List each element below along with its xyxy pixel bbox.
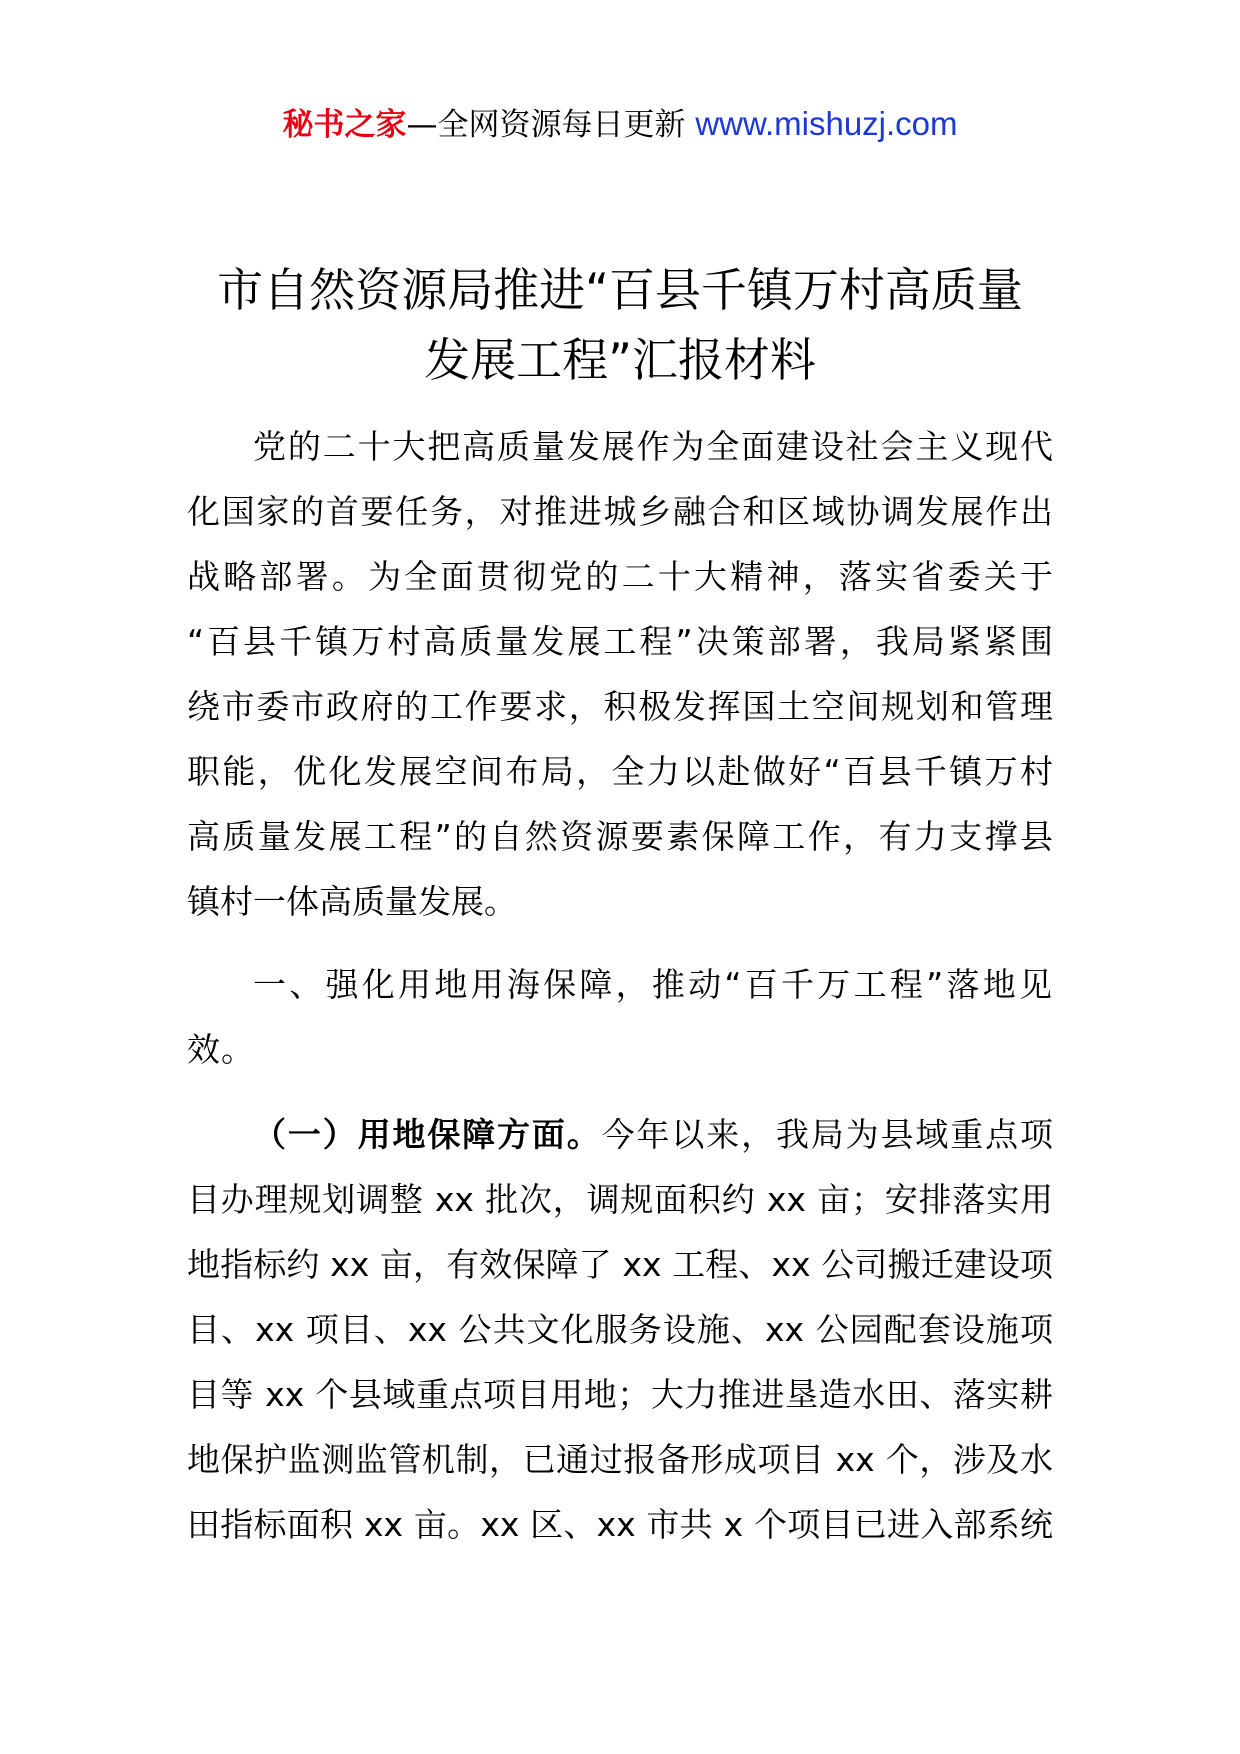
brand-name: 秘书之家 bbox=[282, 107, 407, 143]
document-title bbox=[140, 255, 1100, 395]
paragraph-line: 化国家的首要任务，对推进城乡融合和区域协调发展作出 bbox=[187, 492, 1053, 531]
paragraph-line: 党的二十大把高质量发展作为全面建设社会主义现代 bbox=[253, 427, 1053, 466]
paragraph-line: 地指标约 xx 亩，有效保障了 xx 工程、xx 公司搬迁建设项 bbox=[187, 1245, 1053, 1284]
paragraph-line: 目等 xx 个县域重点项目用地；大力推进垦造水田、落实耕 bbox=[187, 1375, 1053, 1414]
header-url-link[interactable]: www.mishuzj.com bbox=[695, 105, 958, 142]
paragraph-line: 目、xx 项目、xx 公共文化服务设施、xx 公园配套设施项 bbox=[187, 1310, 1053, 1349]
paragraph-line: 高质量发展工程”的自然资源要素保障工作，有力支撑县 bbox=[187, 817, 1053, 856]
paragraph-line: “百县千镇万村高质量发展工程”决策部署，我局紧紧围 bbox=[187, 622, 1053, 661]
intro-paragraph bbox=[187, 414, 1053, 934]
paragraph-line: 地保护监测监管机制，已通过报备形成项目 xx 个，涉及水 bbox=[187, 1440, 1053, 1479]
paragraph-line bbox=[187, 1102, 1053, 1167]
paragraph-line: 战略部署。为全面贯彻党的二十大精神，落实省委关于 bbox=[187, 557, 1053, 596]
subsection-heading: （一）用地保障方面。 bbox=[253, 1115, 602, 1154]
paragraph-line: 绕市委市政府的工作要求，积极发挥国土空间规划和管理 bbox=[187, 687, 1053, 726]
heading-line: 一、强化用地用海保障，推动“百千万工程”落地见 bbox=[253, 965, 1053, 1004]
heading-line: 效。 bbox=[187, 1030, 255, 1069]
section-one-heading bbox=[187, 952, 1053, 1082]
title-line-2: 发展工程”汇报材料 bbox=[424, 333, 816, 387]
paragraph-text: 今年以来，我局为县域重点项 bbox=[601, 1115, 1054, 1154]
site-header bbox=[0, 100, 1240, 149]
header-tagline: —全网资源每日更新 bbox=[406, 107, 686, 143]
title-line-1: 市自然资源局推进“百县千镇万村高质量 bbox=[217, 263, 1023, 317]
paragraph-line: 镇村一体高质量发展。 bbox=[187, 882, 517, 921]
paragraph-line: 目办理规划调整 xx 批次，调规面积约 xx 亩；安排落实用 bbox=[187, 1180, 1053, 1219]
subsection-one-paragraph bbox=[187, 1102, 1053, 1557]
paragraph-line: 职能，优化发展空间布局，全力以赴做好“百县千镇万村 bbox=[187, 752, 1053, 791]
paragraph-line: 田指标面积 xx 亩。xx 区、xx 市共 x 个项目已进入部系统 bbox=[187, 1505, 1053, 1544]
